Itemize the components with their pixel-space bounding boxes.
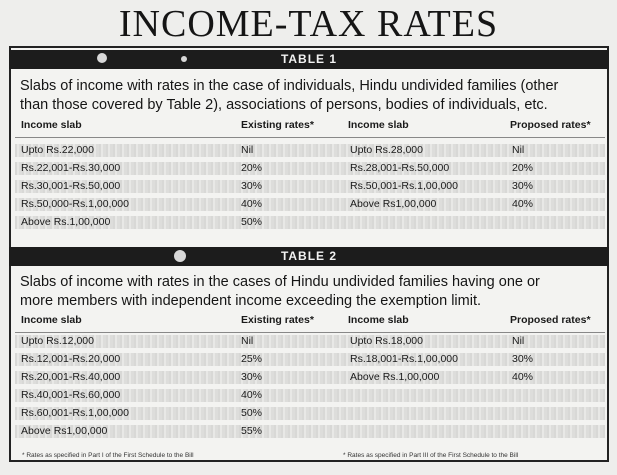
table-2-header-income-slab-proposed: Income slab xyxy=(348,314,409,326)
proposed-rate-cell: 40% xyxy=(512,198,534,210)
ink-blot-icon xyxy=(174,250,186,262)
existing-rate-cell: 25% xyxy=(241,353,263,365)
existing-slab-cell: Upto Rs.12,000 xyxy=(21,335,94,347)
existing-slab-cell: Rs.12,001-Rs.20,000 xyxy=(21,353,121,365)
existing-rate-cell: Nil xyxy=(241,144,254,156)
existing-slab-cell: Rs.50,000-Rs.1,00,000 xyxy=(21,198,129,210)
table-1-header-proposed-rates: Proposed rates* xyxy=(510,119,591,131)
footnote-existing: * Rates as specified in Part I of the First Schedule to the Bill xyxy=(22,452,194,459)
proposed-rate-cell: 30% xyxy=(512,353,534,365)
existing-rate-cell: 20% xyxy=(241,162,263,174)
existing-rate-cell: 30% xyxy=(241,180,263,192)
table-1-header-income-slab-proposed: Income slab xyxy=(348,119,409,131)
existing-slab-cell: Above Rs1,00,000 xyxy=(21,425,108,437)
table-2-header-proposed-rates: Proposed rates* xyxy=(510,314,591,326)
ink-blot-icon xyxy=(97,53,107,63)
table-1-header-existing-rates: Existing rates* xyxy=(241,119,314,131)
existing-rate-cell: Nil xyxy=(241,335,254,347)
proposed-rate-cell: 40% xyxy=(512,371,534,383)
existing-slab-cell: Above Rs.1,00,000 xyxy=(21,216,111,228)
existing-rate-cell: 50% xyxy=(241,407,263,419)
proposed-rate-cell: 30% xyxy=(512,180,534,192)
proposed-slab-cell: Rs.18,001-Rs.1,00,000 xyxy=(350,353,458,365)
table-2-description-line: more members with independent income exceeding the exemption limit. xyxy=(20,293,482,309)
existing-slab-cell: Rs.20,001-Rs.40,000 xyxy=(21,371,121,383)
proposed-slab-cell: Above Rs1,00,000 xyxy=(350,198,437,210)
existing-slab-cell: Rs.60,001-Rs.1,00,000 xyxy=(21,407,129,419)
proposed-slab-cell: Upto Rs.28,000 xyxy=(350,144,423,156)
proposed-slab-cell: Rs.50,001-Rs.1,00,000 xyxy=(350,180,458,192)
footnote-proposed: * Rates as specified in Part III of the First Schedule to the Bill xyxy=(343,452,519,459)
proposed-rate-cell: Nil xyxy=(512,144,525,156)
divider xyxy=(15,137,605,138)
table-1-description-line: Slabs of income with rates in the case of individuals, Hindu undivided families (other xyxy=(20,78,559,94)
proposed-slab-cell: Rs.28,001-Rs.50,000 xyxy=(350,162,450,174)
existing-rate-cell: 50% xyxy=(241,216,263,228)
page-title: INCOME-TAX RATES xyxy=(118,3,499,45)
proposed-slab-cell: Above Rs.1,00,000 xyxy=(350,371,440,383)
table-2-description xyxy=(20,273,605,311)
table-1-header-income-slab: Income slab xyxy=(21,119,82,131)
table-1-description-line: than those covered by Table 2), associations of persons, bodies of individuals, etc. xyxy=(20,97,548,113)
table-1-band xyxy=(9,50,609,69)
proposed-rate-cell: Nil xyxy=(512,335,525,347)
ink-blot-icon xyxy=(181,56,187,62)
existing-slab-cell: Rs.40,001-Rs.60,000 xyxy=(21,389,121,401)
table-1-label: TABLE 1 xyxy=(280,52,338,66)
table-2-header-existing-rates: Existing rates* xyxy=(241,314,314,326)
proposed-slab-cell: Upto Rs.18,000 xyxy=(350,335,423,347)
existing-rate-cell: 40% xyxy=(241,198,263,210)
existing-rate-cell: 40% xyxy=(241,389,263,401)
divider xyxy=(15,332,605,333)
table-2-header-income-slab: Income slab xyxy=(21,314,82,326)
table-2-band xyxy=(9,247,609,266)
table-1-description xyxy=(20,77,605,115)
proposed-rate-cell: 20% xyxy=(512,162,534,174)
existing-rate-cell: 30% xyxy=(241,371,263,383)
existing-slab-cell: Rs.22,001-Rs.30,000 xyxy=(21,162,121,174)
existing-rate-cell: 55% xyxy=(241,425,263,437)
table-2-description-line: Slabs of income with rates in the cases of Hindu undivided families having one or xyxy=(20,274,540,290)
table-2-label: TABLE 2 xyxy=(280,249,338,263)
existing-slab-cell: Rs.30,001-Rs.50,000 xyxy=(21,180,121,192)
existing-slab-cell: Upto Rs.22,000 xyxy=(21,144,94,156)
